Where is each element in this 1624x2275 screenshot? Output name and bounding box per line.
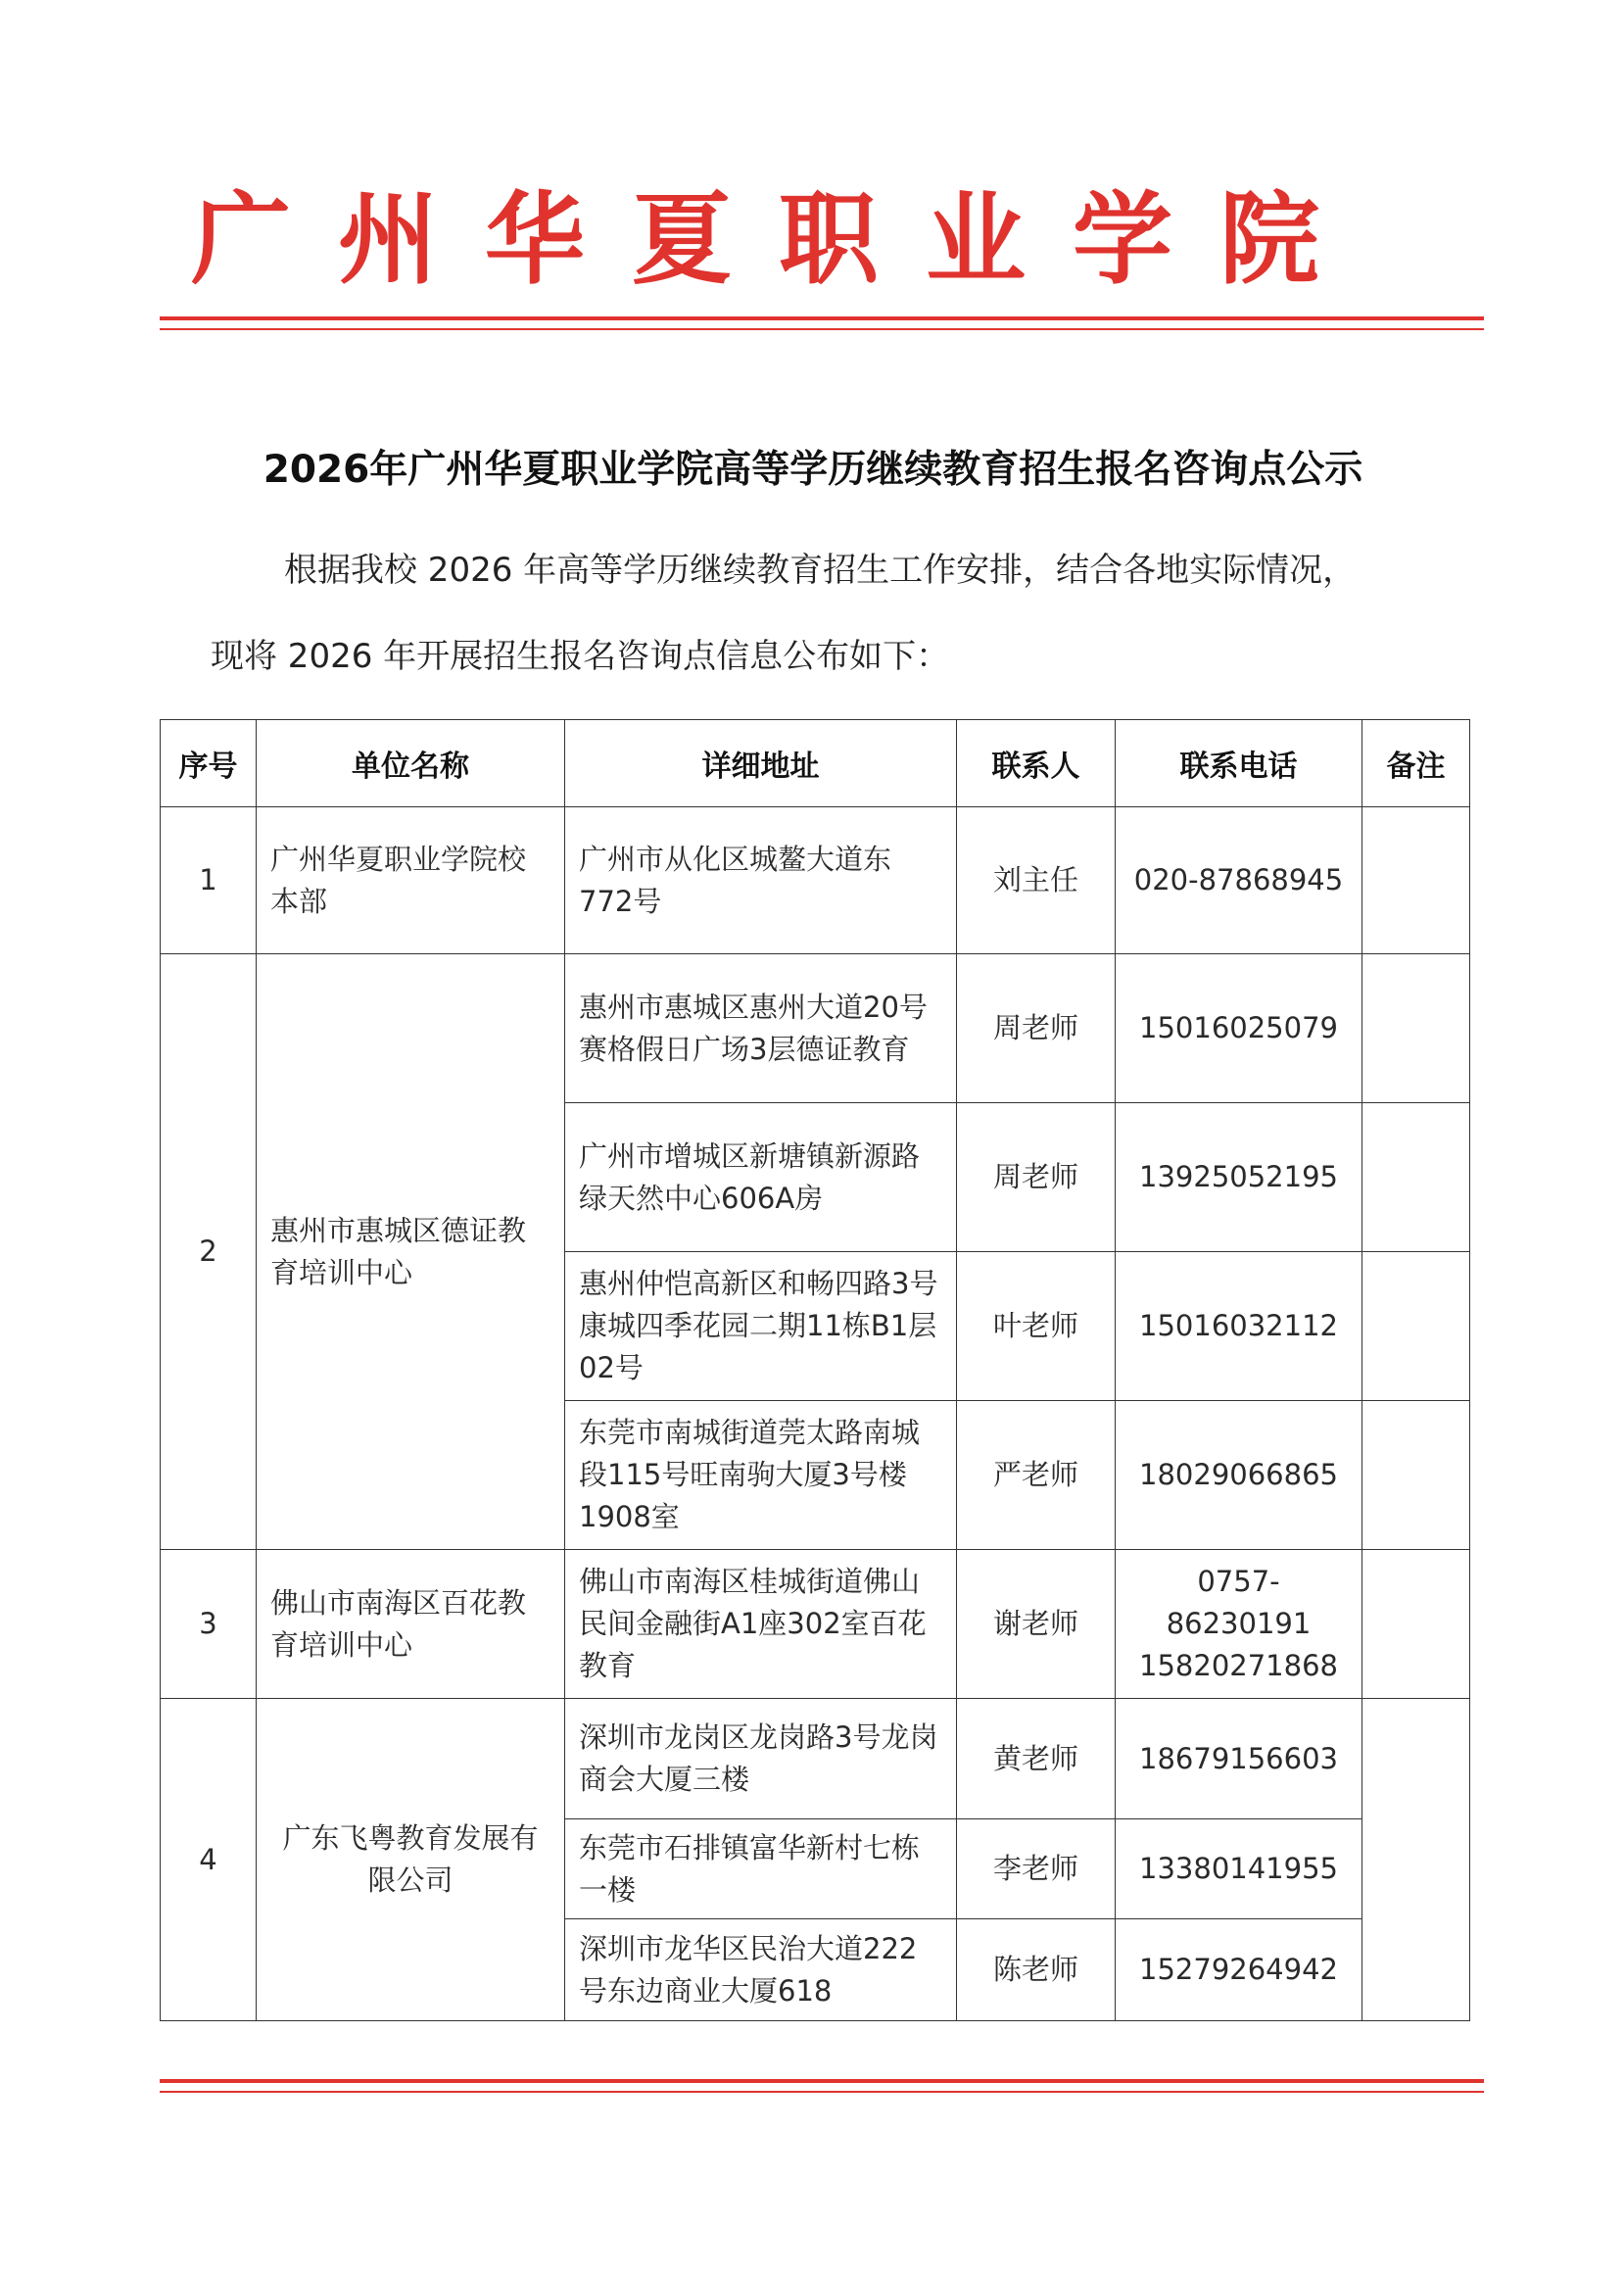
letterhead-rule-thin [160,328,1484,330]
contact-cell: 叶老师 [957,1252,1116,1401]
address-cell: 东莞市石排镇富华新村七栋一楼 [565,1819,957,1919]
address-cell: 惠州市惠城区惠州大道20号赛格假日广场3层德证教育 [565,954,957,1103]
note-cell [1362,1699,1470,2021]
phone-landline: 0757-86230191 [1166,1565,1312,1640]
header-serial: 序号 [161,720,257,807]
address-cell: 惠州仲恺高新区和畅四路3号康城四季花园二期11栋B1层02号 [565,1252,957,1401]
footer-rule-thin [160,2091,1484,2093]
unit-name-cell: 惠州市惠城区德证教育培训中心 [257,954,565,1550]
phone-cell [1116,1550,1362,1699]
phone-cell: 18029066865 [1116,1401,1362,1550]
address-cell: 深圳市龙岗区龙岗路3号龙岗商会大厦三楼 [565,1699,957,1819]
note-cell [1362,1103,1470,1252]
footer-rule-thick [160,2079,1484,2083]
header-note: 备注 [1362,720,1470,807]
phone-cell: 18679156603 [1116,1699,1362,1819]
phone-cell: 15016025079 [1116,954,1362,1103]
contact-cell: 周老师 [957,954,1116,1103]
contact-cell: 李老师 [957,1819,1116,1919]
note-cell [1362,1252,1470,1401]
phone-cell: 13925052195 [1116,1103,1362,1252]
enrollment-points-table [160,719,1470,2021]
table-header-row [161,720,1470,807]
unit-name-cell: 佛山市南海区百花教育培训中心 [257,1550,565,1699]
header-phone: 联系电话 [1116,720,1362,807]
phone-cell: 15279264942 [1116,1919,1362,2021]
intro-line-2: 现将 2026 年开展招生报名咨询点信息公布如下： [211,637,950,676]
note-cell [1362,1401,1470,1550]
intro-line-1: 根据我校 2026 年高等学历继续教育招生工作安排，结合各地实际情况， [284,551,1357,590]
note-cell [1362,954,1470,1103]
address-cell: 佛山市南海区桂城街道佛山民间金融街A1座302室百花教育 [565,1550,957,1699]
note-cell [1362,1550,1470,1699]
contact-cell: 周老师 [957,1103,1116,1252]
table-row [161,954,1470,1103]
contact-cell: 陈老师 [957,1919,1116,2021]
serial-cell: 2 [161,954,257,1550]
header-address: 详细地址 [565,720,957,807]
phone-cell: 13380141955 [1116,1819,1362,1919]
unit-name-cell: 广州华夏职业学院校本部 [257,807,565,954]
table-row [161,807,1470,954]
note-cell [1362,807,1470,954]
institution-letterhead: 广州华夏职业学院 [191,181,1366,299]
contact-cell: 黄老师 [957,1699,1116,1819]
unit-name-cell: 广东飞粤教育发展有限公司 [257,1699,565,2021]
contact-cell: 刘主任 [957,807,1116,954]
phone-cell: 020-87868945 [1116,807,1362,954]
phone-mobile: 15820271868 [1139,1649,1338,1682]
address-cell: 广州市从化区城鳌大道东772号 [565,807,957,954]
intro-paragraph [211,527,1484,700]
serial-cell: 1 [161,807,257,954]
address-cell: 东莞市南城街道莞太路南城段115号旺南驹大厦3号楼1908室 [565,1401,957,1550]
document-title: 2026年广州华夏职业学院高等学历继续教育招生报名咨询点公示 [263,448,1363,492]
table-row [161,1550,1470,1699]
table-row [161,1699,1470,1819]
serial-cell: 4 [161,1699,257,2021]
serial-cell: 3 [161,1550,257,1699]
header-contact: 联系人 [957,720,1116,807]
header-unit-name: 单位名称 [257,720,565,807]
contact-cell: 严老师 [957,1401,1116,1550]
letterhead-rule-thick [160,316,1484,320]
contact-cell: 谢老师 [957,1550,1116,1699]
address-cell: 广州市增城区新塘镇新源路绿天然中心606A房 [565,1103,957,1252]
address-cell: 深圳市龙华区民治大道222号东边商业大厦618 [565,1919,957,2021]
phone-cell: 15016032112 [1116,1252,1362,1401]
